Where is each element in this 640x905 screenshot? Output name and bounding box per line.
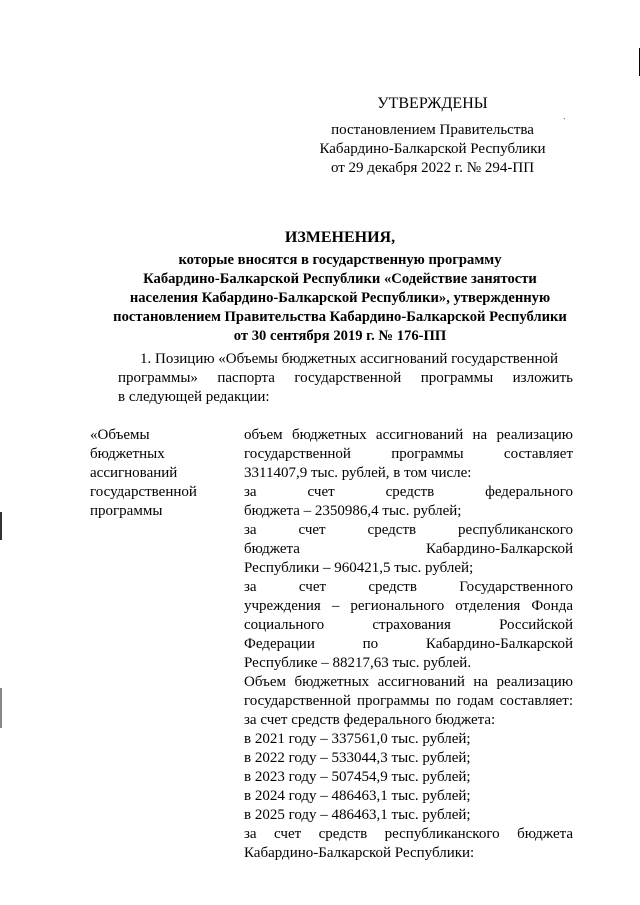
cell-line: в 2024 году – 486463,1 тыс. рублей; [244, 788, 471, 804]
paragraph-line: в следующей редакции: [118, 389, 270, 405]
subtitle-line: которые вносятся в государственную программу [178, 252, 502, 268]
document-subtitle [90, 251, 590, 346]
cell-line: «Объемы [90, 427, 150, 443]
subtitle-line: Кабардино-Балкарской Республики «Содействие занятости [143, 271, 537, 287]
cell-line: за счет средств республиканского [244, 522, 573, 538]
subtitle-line: от 30 сентября 2019 г. № 176-ПП [233, 328, 447, 344]
cell-line: социального страхования Российской [244, 617, 573, 633]
cell-line: в 2025 году – 486463,1 тыс. рублей; [244, 807, 471, 823]
cell-line: за счет средств Государственного [244, 579, 573, 595]
table-left-cell [90, 426, 235, 521]
cell-line: за счет средств республиканского бюджета [244, 826, 573, 842]
cell-line: 3311407,9 тыс. рублей, в том числе: [244, 465, 472, 481]
cell-line: Кабардино-Балкарской Республики: [244, 845, 475, 861]
cell-line: ассигнований [90, 465, 178, 481]
document-title: ИЗМЕНЕНИЯ, [284, 229, 396, 246]
cell-line: за счет средств федерального бюджета: [244, 712, 496, 728]
approval-line: постановлением Правительства [331, 122, 534, 138]
cell-line: государственной программы по годам составляет: [244, 693, 573, 709]
cell-line: бюджетных [90, 446, 165, 462]
paragraph-1 [118, 350, 573, 407]
cell-line: Федерации по Кабардино-Балкарской [244, 636, 573, 652]
table-right-cell [244, 426, 573, 863]
subtitle-line: постановлением Правительства Кабардино-Балкарской Республики [113, 309, 567, 325]
cell-line: Республике – 88217,63 тыс. рублей. [244, 655, 472, 671]
stray-mark: ` [563, 117, 566, 126]
paragraph-line: 1. Позицию «Объемы бюджетных ассигнований государственной [140, 351, 559, 367]
cell-line: бюджета Кабардино-Балкарской [244, 541, 573, 557]
cell-line: объем бюджетных ассигнований на реализацию [244, 427, 573, 443]
cell-line: учреждения – регионального отделения Фонда [244, 598, 573, 614]
scan-edge-mark [0, 512, 2, 540]
scan-edge-mark [0, 688, 2, 728]
cell-line: государственной программы составляет [244, 446, 573, 462]
cell-line: Объем бюджетных ассигнований на реализацию [244, 674, 573, 690]
approval-line: Кабардино-Балкарской Республики [319, 141, 546, 157]
cell-line: в 2023 году – 507454,9 тыс. рублей; [244, 769, 471, 785]
approval-block [300, 94, 565, 178]
paragraph-line: программы» паспорта государственной программы изложить [118, 370, 573, 386]
cell-line: Республики – 960421,5 тыс. рублей; [244, 560, 474, 576]
cell-line: за счет средств федерального [244, 484, 573, 500]
cell-line: бюджета – 2350986,4 тыс. рублей; [244, 503, 462, 519]
cell-line: государственной [90, 484, 197, 500]
approval-line: от 29 декабря 2022 г. № 294-ПП [330, 160, 535, 176]
cell-line: в 2022 году – 533044,3 тыс. рублей; [244, 750, 471, 766]
approval-heading: УТВЕРЖДЕНЫ [377, 95, 488, 112]
cell-line: программы [90, 503, 163, 519]
cell-line: в 2021 году – 337561,0 тыс. рублей; [244, 731, 471, 747]
subtitle-line: населения Кабардино-Балкарской Республики», утвержденную [129, 290, 551, 306]
